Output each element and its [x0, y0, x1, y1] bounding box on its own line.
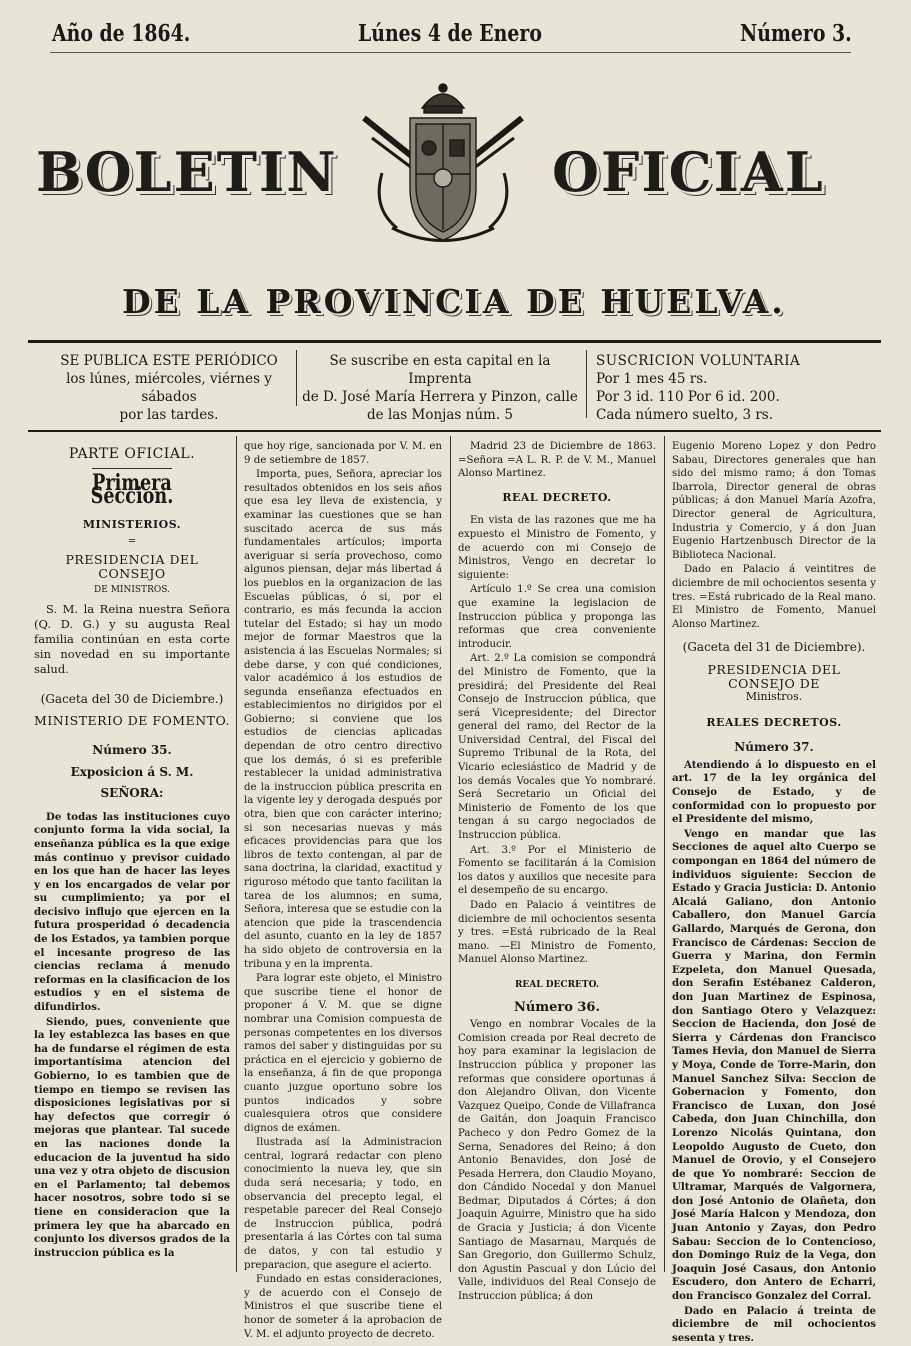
col2-paragraph-4: Ilustrada así la Administracion central, logrará redactar con pleno conocimiento la nueva ley, que sin duda será necesaria; y todo, en observancia del precepto legal, el respetable parecer del Real Consejo de Instruccion pública, podrá presentarla á las Córtes con tal suma de datos, y con tal estudio y preparacion, que asegure el acierto.: [244, 1137, 442, 1271]
col3-paragraph-5: Art. 3.º Por el Ministerio de Fomento se facilitarán á la Comision los datos y auxilios que necesite para el desempeño de su encargo.: [458, 844, 656, 897]
col3-signature: Madrid 23 de Diciembre de 1863. =Señora =A L. R. P. de V. M., Manuel Alonso Martinez.: [458, 441, 656, 480]
column-1: [34, 440, 230, 1261]
real-decreto-heading-2: REAL DECRETO.: [514, 979, 600, 990]
ministros-heading: Ministros.: [745, 690, 803, 704]
primera-seccion-heading: Primera Seccion.: [90, 469, 174, 510]
gaceta-31-label: (Gaceta del 31 de Diciembre).: [682, 640, 866, 655]
columns-top-rule: [28, 430, 881, 432]
gaceta-30-label: (Gaceta del 30 de Diciembre.): [40, 691, 224, 706]
col2-paragraph-2: Importa, pues, Señora, apreciar los resultados obtenidos en los seis años que esa ley lleva de existencia, y examinar las cuestiones que se han suscitado acerca de sus más fundamentales artículos; importa averiguar si sería provechoso, como algunos piensan, dejar más libertad á los pueblos en la organizacion de las Escuelas públicas, ó si, por el contrario, es más fecunda la accion tutelar del Estado; si hay un modo mejor de formar Maestros que la asistencia á las Escuelas Normales; si debe darse, y con qué condiciones, valor académico á los estudios de segunda enseñanza efectuados en establecimientos no dirigidos por el Gobierno; si conviene que los estudios de ciencias aplicadas dependan de otro centro directivo que los demás, ó si es preferible restablecer la unidad administrativa de la instruccion pública prescrita en la vigente ley y derogada después por otra, bien que con carácter interino; si son necesarias nuevas y más eficaces providencias para que los libros de texto contengan, al par de sana doctrina, la claridad, exactitud y riguroso método que tanto facilitan la tarea de los alumnos; en suma, Señora, interesa que se estudie con la atencion que pide la trascendencia del asunto, cuanto en la ley de 1857 ha sido objeto de controversia en la tribuna y en la imprenta.: [244, 469, 442, 970]
col4-paragraph-3: Atendiendo á lo dispuesto en el art. 17 de la ley orgánica del Consejo de Estado, y de conformidad con lo propuesto por el Presidente del mismo,: [672, 758, 876, 826]
column-separator-3: [664, 436, 665, 1272]
real-decreto-heading-1: REAL DECRETO.: [502, 490, 612, 504]
title-right-word: OFICIAL: [552, 140, 825, 204]
price-line-3: Cada número suelto, 3 rs.: [596, 407, 774, 423]
ministerios-heading: MINISTERIOS.: [82, 517, 182, 531]
price-info: [596, 352, 816, 424]
col4-paragraph-1: Eugenio Moreno Lopez y don Pedro Sabau, Directores generales que han sido del mismo ramo; á don Tomas Ibarrola, Director general de obras públicas; á don Manuel María Azofra, Director general de Agricultura, Industria y Comercio, y á don Juan Eugenio Hartzenbusch Director de la Biblioteca Nacional.: [672, 441, 876, 561]
fomento-heading: MINISTERIO DE FOMENTO.: [34, 713, 230, 729]
subscribe-line-1: Se suscribe en esta capital en la Imprenta: [329, 353, 551, 387]
numero-35-heading: Número 35.: [92, 742, 172, 757]
publish-line-1: SE PUBLICA ESTE PERIÓDICO: [60, 353, 278, 369]
col2-paragraph-1: que hoy rige, sancionada por V. M. en 9 de setiembre de 1857.: [244, 441, 442, 466]
dash-divider: =: [127, 536, 137, 548]
col2-paragraph-5: Fundado en estas consideraciones, y de acuerdo con el Consejo de Ministros el que suscribe tiene el honor de someter á la aprobacion de V. M. el adjunto proyecto de decreto.: [244, 1274, 442, 1340]
info-separator-1: [296, 350, 297, 406]
col3-paragraph-3: Artículo 1.º Se crea una comision que examine la legislacion de Instruccion pública y proponga las reformas que crea conveniente introducir.: [458, 584, 656, 650]
issue-number: Número 3.: [740, 20, 852, 47]
presidencia-heading: PRESIDENCIA DEL CONSEJO: [65, 551, 199, 581]
subscribe-line-2: de D. José María Herrera y Pinzon, calle: [302, 389, 578, 405]
price-title: SUSCRICION VOLUNTARIA: [596, 353, 801, 369]
col3-paragraph-4: Art. 2.º La comision se compondrá del Ministro de Fomento, que la presidirá; del Presidente del Real Consejo de Instruccion pública, que será Vicepresidente; del Director general del ramo, del Rector de la Universidad Central, del Fiscal del Supremo Tribunal de la Rota, del Vicario eclesiástico de Madrid y de los demás Vocales que Yo nombraré. Será Secretario un Oficial del Ministerio de Fomento de los que tengan á su cargo negociados de Instruccion pública.: [458, 653, 656, 842]
exposicion-heading: Exposicion á S. M.: [70, 764, 194, 779]
numero-37-heading: Número 37.: [734, 740, 814, 755]
presidencia-heading-2: PRESIDENCIA DEL CONSEJO DE: [707, 661, 841, 691]
info-separator-2: [586, 350, 587, 418]
health-paragraph: S. M. la Reina nuestra Señora (Q. D. G.) y su augusta Real familia continúan en esta corte sin novedad en su importante salud.: [34, 601, 230, 676]
info-top-rule: [28, 340, 881, 343]
subscribe-info: [300, 352, 580, 424]
col3-paragraph-2: En vista de las razones que me ha expuesto el Ministro de Fomento, y de acuerdo con mi Consejo de Ministros, Vengo en decretar lo siguiente:: [458, 515, 656, 581]
column-2: [244, 440, 442, 1342]
numero-36-heading: Número 36.: [513, 999, 601, 1015]
col4-paragraph-5: Dado en Palacio á treinta de diciembre de mil ochocientos sesenta y tres.: [672, 1304, 876, 1344]
column-separator-1: [236, 436, 237, 1272]
price-line-1: Por 1 mes 45 rs.: [596, 371, 708, 387]
column-separator-2: [450, 436, 451, 1272]
publish-line-3: por las tardes.: [119, 407, 219, 423]
year-label: Año de 1864.: [52, 20, 191, 47]
masthead-top-line: [50, 16, 852, 56]
title-left-word: BOLETIN: [36, 140, 338, 204]
col3-paragraph-6: Dado en Palacio á veintitres de diciembre de mil ochocientos sesenta y tres. =Está rubricado de la Real mano. —El Ministro de Fomento, Manuel Alonso Martinez.: [458, 900, 656, 966]
col4-paragraph-4: Vengo en mandar que las Secciones de aquel alto Cuerpo se compongan en 1864 del número de individuos siguiente: Seccion de Estado y Gracia Justicia: D. Antonio Alcalá Galiano, don Antonio Caballero, don Manuel García Gallardo, Marqués de Gerona, don Francisco de Cárdenas: Seccion de Guerra y Marina, don Fermin Ezpeleta, don Manuel Quesada, don Serafin Estébanez Calderon, don Juan Martinez de Espinosa, don Santiago Otero y Velazquez: Seccion de Hacienda, don José de Sierra y Cárdenas don Francisco Tames Hevia, don Manuel de Sierra y Moya, Conde de Torre-Marin, don Manuel Sanchez Silva: Seccion de Gobernacion y Fomento, don Francisco de Luxan, don José Cabeda, don Juan Chinchilla, don Lorenzo Nicolás Quintana, don Leopoldo Augusto de Cueto, don Manuel de Orovio, y el Consejero de que Yo nombraré: Seccion de Ultramar, Marqués de Valgornera, don José Antonio de Olañeta, don José María Halcon y Mendoza, don Juan Antonio y Zayas, don Pedro Sabau: Seccion de lo Contencioso, don Domingo Ruiz de la Vega, don Joaquin José Casaus, don Antonio Escudero, don Antero de Echarri, don Francisco Gonzalez del Corral.: [672, 827, 876, 1303]
publish-info: [44, 352, 294, 424]
issue-date: Lúnes 4 de Enero: [358, 20, 542, 47]
col2-paragraph-3: Para lograr este objeto, el Ministro que suscribe tiene el honor de proponer á V. M. que se digne nombrar una Comision compuesta de personas competentes en los diversos ramos del saber y distinguidas por su práctica en el ejercicio y gobierno de la enseñanza, á fin de que proponga cuanto juzgue oportuno sobre los puntos indicados y sobre cualesquiera otros que considere dignos de exámen.: [244, 973, 442, 1134]
column-4: [672, 440, 876, 1346]
top-rule: [50, 52, 851, 53]
exposicion-paragraph-2: Siendo, pues, conveniente que la ley establezca las bases en que ha de fundarse el régimen de esta importantísima atencion del Gobierno, lo es tambien que de tiempo en tiempo se revisen las disposiciones legislativas por si hay defectos que corregir ó mejoras que plantear. Tal sucede en las naciones donde la educacion de la juventud ha sido una vez y otra objeto de discusion en el Parlamento; tal debemos hacer nosotros, sobre todo si se tiene en consideracion que la primera ley que ha abarcado en conjunto los diversos grados de la instruccion pública es la: [34, 1015, 230, 1259]
province-subtitle: DE LA PROVINCIA DE HUELVA.: [122, 282, 786, 321]
subscribe-line-3: de las Monjas núm. 5: [367, 407, 513, 423]
royal-coat-of-arms-icon: [352, 78, 534, 248]
exposicion-paragraph-1: De todas las instituciones cuyo conjunto forma la vida social, la enseñanza pública es la que exige más continuo y previsor cuidado en los que han de hacer las leyes y en los encargados de velar por su cumplimiento; ya por el decisivo influjo que ejercen en la futura prosperidad ó decadencia de los Estados, ya tambien porque el incesante progreso de las ciencias reclama á menudo reformas en la clasificacion de los estudios y en el sistema de difundirlos.: [34, 810, 230, 1014]
parte-oficial-heading: PARTE OFICIAL.: [68, 446, 196, 462]
col4-paragraph-2: Dado en Palacio á veintitres de diciembre de mil ochocientos sesenta y tres. =Está rubricado de la Real mano. El Ministro de Fomento, Manuel Alonso Martinez.: [672, 564, 876, 630]
short-rule: [92, 468, 172, 469]
col3-paragraph-7: Vengo en nombrar Vocales de la Comision creada por Real decreto de hoy para examinar la legislacion de Instruccion pública y proponer las reformas que considere oportunas á don Alejandro Olivan, don Vicente Vazquez Queipo, Conde de Villafranca de Gaitán, don Joaquin Francisco Pacheco y don Pedro Gomez de la Serna, Senadores del Reino; á don Antonio Benavides, don José de Pesada Herrera, don Claudio Moyano, don Cándido Nocedal y don Manuel Bedmar, Diputados á Córtes; á don Joaquin Aguirre, Ministro que ha sido de Gracia y Justicia; á don Vicente Santiago de Masarnau, Marqués de San Gregorio, don Guillermo Schulz, don Agustin Pascual y don Lúcio del Valle, individuos del Real Consejo de Instruccion pública; á don: [458, 1019, 656, 1303]
de-ministros-heading: DE MINISTROS.: [94, 585, 170, 596]
price-line-2: Por 3 id. 110 Por 6 id. 200.: [596, 389, 780, 405]
reales-decretos-heading: REALES DECRETOS.: [706, 715, 842, 729]
senora-heading: SEÑORA:: [100, 786, 164, 801]
column-3: [458, 440, 656, 1305]
publish-line-2: los lúnes, miércoles, viérnes y sábados: [66, 371, 272, 405]
